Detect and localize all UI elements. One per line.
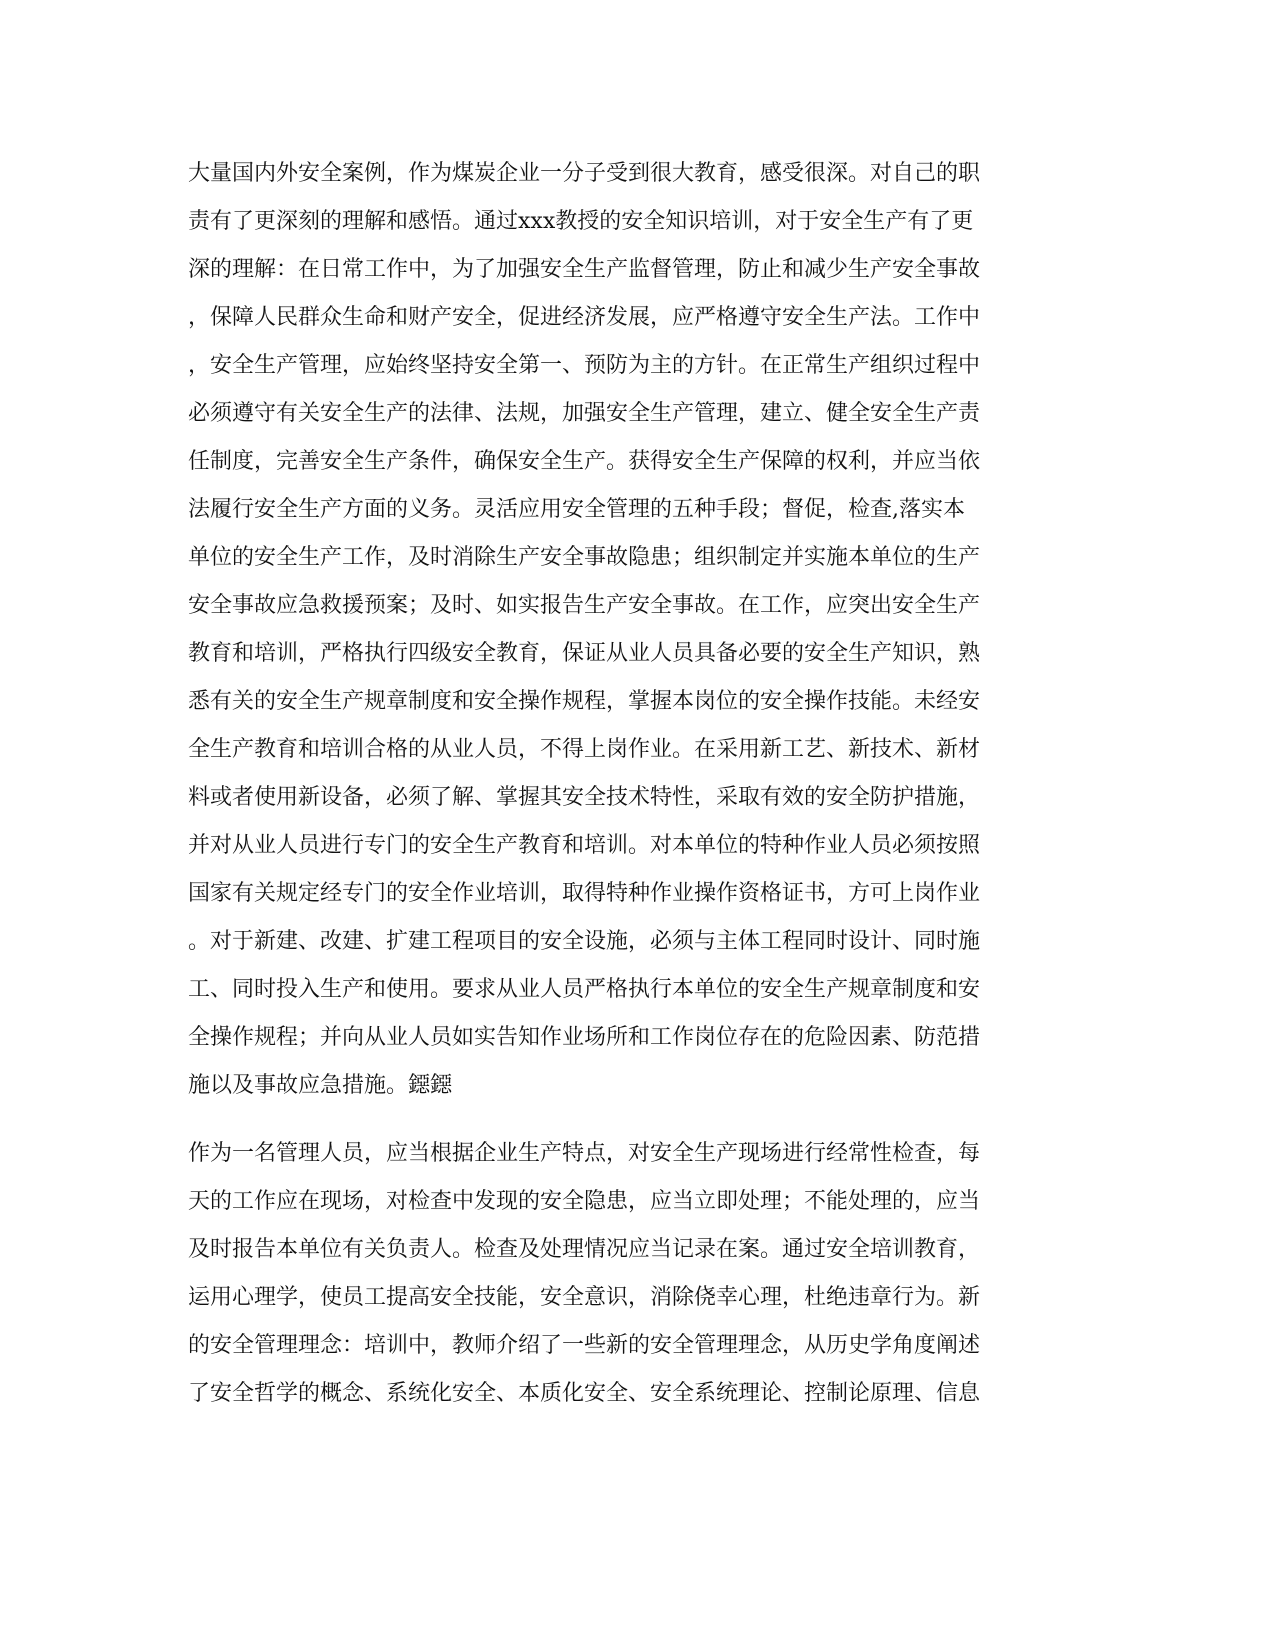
text-line: 安全事故应急救援预案；及时、如实报告生产安全事故。在工作，应突出安全生产: [188, 593, 981, 618]
paragraph-1: [188, 150, 1088, 1110]
text-line: 了安全哲学的概念、系统化安全、本质化安全、安全系统理论、控制论原理、信息: [188, 1381, 981, 1406]
text-line: 教育和培训，严格执行四级安全教育，保证从业人员具备必要的安全生产知识，熟: [188, 641, 981, 666]
text-line: 全操作规程；并向从业人员如实告知作业场所和工作岗位存在的危险因素、防范措: [188, 1025, 981, 1050]
text-line: 法履行安全生产方面的义务。灵活应用安全管理的五种手段；督促，检查,落实本: [188, 497, 965, 522]
text-line: 工、同时投入生产和使用。要求从业人员严格执行本单位的安全生产规章制度和安: [188, 977, 981, 1002]
text-line: 运用心理学，使员工提高安全技能，安全意识，消除侥幸心理，杜绝违章行为。新: [188, 1285, 981, 1310]
text-line: 作为一名管理人员，应当根据企业生产特点，对安全生产现场进行经常性检查，每: [188, 1141, 981, 1166]
text-line: 并对从业人员进行专门的安全生产教育和培训。对本单位的特种作业人员必须按照: [188, 833, 981, 858]
text-line: 深的理解：在日常工作中，为了加强安全生产监督管理，防止和减少生产安全事故: [188, 257, 981, 282]
text-line: 悉有关的安全生产规章制度和安全操作规程，掌握本岗位的安全操作技能。未经安: [188, 689, 981, 714]
paragraph-2: [188, 1130, 1088, 1418]
text-line: 的安全管理理念：培训中，教师介绍了一些新的安全管理理念，从历史学角度阐述: [188, 1333, 981, 1358]
text-line: ，安全生产管理，应始终坚持安全第一、预防为主的方针。在正常生产组织过程中: [188, 353, 981, 378]
text-line: 。对于新建、改建、扩建工程项目的安全设施，必须与主体工程同时设计、同时施: [188, 929, 981, 954]
text-line: 责有了更深刻的理解和感悟。通过xxx教授的安全知识培训，对于安全生产有了更: [188, 209, 974, 234]
text-line: 料或者使用新设备，必须了解、掌握其安全技术特性，采取有效的安全防护措施，: [188, 785, 981, 810]
text-line: 任制度，完善安全生产条件，确保安全生产。获得安全生产保障的权利，并应当依: [188, 449, 981, 474]
text-line: 及时报告本单位有关负责人。检查及处理情况应当记录在案。通过安全培训教育，: [188, 1237, 981, 1262]
text-line: 施以及事故应急措施。鐚鐚: [188, 1073, 453, 1098]
text-line: 全生产教育和培训合格的从业人员，不得上岗作业。在采用新工艺、新技术、新材: [188, 737, 981, 762]
text-line: ，保障人民群众生命和财产安全，促进经济发展，应严格遵守安全生产法。工作中: [188, 305, 981, 330]
text-line: 大量国内外安全案例，作为煤炭企业一分子受到很大教育，感受很深。对自己的职: [188, 161, 981, 186]
text-line: 国家有关规定经专门的安全作业培训，取得特种作业操作资格证书，方可上岗作业: [188, 881, 981, 906]
text-line: 必须遵守有关安全生产的法律、法规，加强安全生产管理，建立、健全安全生产责: [188, 401, 981, 426]
text-line: 天的工作应在现场，对检查中发现的安全隐患，应当立即处理；不能处理的，应当: [188, 1189, 981, 1214]
text-line: 单位的安全生产工作，及时消除生产安全事故隐患；组织制定并实施本单位的生产: [188, 545, 981, 570]
